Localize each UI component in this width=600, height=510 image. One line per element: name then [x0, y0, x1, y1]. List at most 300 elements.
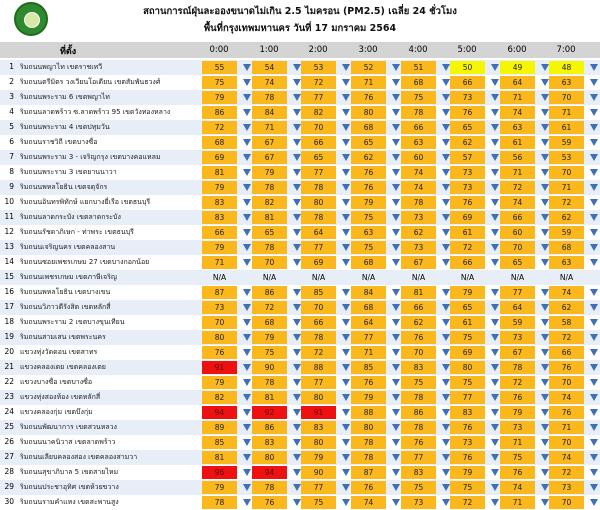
- trend-down-arrow-icon: [342, 334, 350, 341]
- trend-down-arrow-icon: [293, 214, 301, 221]
- pm25-value-cell: 65: [500, 256, 535, 269]
- pm25-value-cell: 75: [351, 211, 386, 224]
- pm25-value-cell: 74: [252, 76, 287, 89]
- trend-down-arrow-icon: [442, 94, 450, 101]
- pm25-value-cell: 59: [549, 226, 584, 239]
- trend-down-arrow-icon: [541, 259, 549, 266]
- time-header: 1:00: [259, 45, 279, 55]
- pm25-value-cell: 59: [549, 136, 584, 149]
- trend-down-arrow-icon: [442, 454, 450, 461]
- trend-down-arrow-icon: [590, 184, 598, 191]
- trend-down-arrow-icon: [491, 214, 499, 221]
- pm25-value-cell: 75: [450, 376, 485, 389]
- pm25-value-cell: 79: [500, 406, 535, 419]
- trend-down-arrow-icon: [243, 334, 251, 341]
- row-number: 8: [9, 167, 14, 176]
- pm25-value-cell: 81: [202, 451, 237, 464]
- table-row: [0, 225, 600, 240]
- pm25-value-cell: 78: [351, 451, 386, 464]
- trend-down-arrow-icon: [342, 139, 350, 146]
- trend-down-arrow-icon: [590, 334, 598, 341]
- trend-down-arrow-icon: [392, 154, 400, 161]
- trend-down-arrow-icon: [342, 229, 350, 236]
- trend-down-arrow-icon: [590, 109, 598, 116]
- pm25-value-cell: 82: [301, 106, 336, 119]
- pm25-value-cell: 80: [450, 361, 485, 374]
- trend-down-arrow-icon: [342, 199, 350, 206]
- trend-down-arrow-icon: [243, 454, 251, 461]
- table-row: [0, 435, 600, 450]
- trend-down-arrow-icon: [590, 169, 598, 176]
- pm25-value-cell: 71: [500, 436, 535, 449]
- pm25-value-cell: 73: [500, 421, 535, 434]
- report-subtitle: พื้นที่กรุงเทพมหานคร วันที่ 17 มกราคม 2564: [203, 23, 397, 34]
- pm25-value-cell: 75: [301, 496, 336, 509]
- pm25-value-cell: 78: [301, 181, 336, 194]
- trend-down-arrow-icon: [541, 199, 549, 206]
- row-number: 12: [4, 227, 14, 236]
- trend-down-arrow-icon: [293, 409, 301, 416]
- row-number: 30: [4, 497, 14, 506]
- pm25-value-cell: 74: [401, 166, 436, 179]
- pm25-value-cell: 76: [252, 496, 287, 509]
- row-number: 1: [9, 62, 14, 71]
- trend-down-arrow-icon: [491, 484, 499, 491]
- trend-down-arrow-icon: [293, 64, 301, 71]
- trend-down-arrow-icon: [541, 229, 549, 236]
- station-name: ริมถนนเจริญนคร เขตคลองสาน: [20, 243, 116, 251]
- trend-down-arrow-icon: [392, 349, 400, 356]
- row-number: 4: [9, 107, 14, 116]
- pm25-value-cell: 58: [549, 316, 584, 329]
- pm25-value-cell: 76: [450, 196, 485, 209]
- station-name: แขวงทุ่งวัดดอน เขตสาทร: [20, 348, 98, 356]
- trend-down-arrow-icon: [293, 139, 301, 146]
- trend-down-arrow-icon: [541, 364, 549, 371]
- pm25-value-cell: 80: [301, 391, 336, 404]
- pm25-value-cell: 76: [450, 421, 485, 434]
- pm25-value-cell: 90: [301, 466, 336, 479]
- row-number: 20: [4, 347, 14, 356]
- pm25-value-cell: 68: [351, 301, 386, 314]
- trend-down-arrow-icon: [590, 319, 598, 326]
- pm25-value-cell: 83: [301, 421, 336, 434]
- trend-down-arrow-icon: [541, 394, 549, 401]
- pm25-value-cell: 87: [202, 286, 237, 299]
- station-name: ริมถนนสามเสน เขตพระนคร: [20, 333, 106, 341]
- trend-down-arrow-icon: [392, 394, 400, 401]
- pm25-value-cell: 82: [202, 391, 237, 404]
- pm25-value-cell: 74: [549, 391, 584, 404]
- pm25-value-cell: 80: [301, 196, 336, 209]
- pm25-value-cell: 94: [252, 466, 287, 479]
- station-name: ริมถนนพระราม 6 เขตพญาไท: [20, 93, 110, 101]
- pm25-value-cell: 77: [301, 241, 336, 254]
- trend-down-arrow-icon: [442, 289, 450, 296]
- pm25-value-cell: 83: [202, 196, 237, 209]
- pm25-value-cell: 76: [351, 376, 386, 389]
- pm25-value-cell: 67: [401, 256, 436, 269]
- trend-down-arrow-icon: [342, 244, 350, 251]
- trend-down-arrow-icon: [491, 79, 499, 86]
- station-name: ริมถนนพญาไท เขตราชเทวี: [20, 63, 103, 71]
- pm25-value-cell: 74: [500, 196, 535, 209]
- row-number: 29: [4, 482, 14, 491]
- table-row: [0, 180, 600, 195]
- trend-down-arrow-icon: [590, 394, 598, 401]
- pm25-value-cell: N/A: [262, 273, 277, 282]
- pm25-value-cell: 70: [549, 166, 584, 179]
- trend-down-arrow-icon: [243, 229, 251, 236]
- pm25-value-cell: 78: [301, 331, 336, 344]
- trend-down-arrow-icon: [491, 94, 499, 101]
- trend-down-arrow-icon: [293, 424, 301, 431]
- table-row: [0, 240, 600, 255]
- pm25-value-cell: 80: [351, 106, 386, 119]
- pm25-value-cell: 66: [401, 121, 436, 134]
- pm25-value-cell: 75: [401, 481, 436, 494]
- pm25-value-cell: 59: [500, 316, 535, 329]
- trend-down-arrow-icon: [293, 499, 301, 506]
- trend-down-arrow-icon: [392, 319, 400, 326]
- pm25-value-cell: 77: [301, 481, 336, 494]
- pm25-value-cell: 64: [301, 226, 336, 239]
- pm25-value-cell: 76: [351, 166, 386, 179]
- pm25-value-cell: 94: [202, 406, 237, 419]
- trend-down-arrow-icon: [491, 394, 499, 401]
- pm25-value-cell: 78: [252, 241, 287, 254]
- pm25-value-cell: 76: [351, 91, 386, 104]
- trend-down-arrow-icon: [442, 229, 450, 236]
- trend-down-arrow-icon: [392, 379, 400, 386]
- row-number: 25: [4, 422, 14, 431]
- pm25-value-cell: 80: [351, 421, 386, 434]
- row-number: 9: [9, 182, 14, 191]
- pm25-value-cell: 79: [450, 466, 485, 479]
- trend-down-arrow-icon: [491, 499, 499, 506]
- trend-down-arrow-icon: [293, 154, 301, 161]
- pm25-value-cell: 55: [202, 61, 237, 74]
- trend-down-arrow-icon: [392, 94, 400, 101]
- pm25-value-cell: 72: [549, 331, 584, 344]
- trend-down-arrow-icon: [293, 109, 301, 116]
- trend-down-arrow-icon: [243, 469, 251, 476]
- trend-down-arrow-icon: [243, 94, 251, 101]
- trend-down-arrow-icon: [442, 484, 450, 491]
- trend-down-arrow-icon: [392, 499, 400, 506]
- pm25-value-cell: 71: [252, 121, 287, 134]
- trend-down-arrow-icon: [541, 214, 549, 221]
- trend-down-arrow-icon: [243, 484, 251, 491]
- trend-down-arrow-icon: [541, 244, 549, 251]
- station-name: ริมถนนรามคำแหง เขตสะพานสูง: [20, 498, 119, 506]
- pm25-value-cell: 83: [401, 361, 436, 374]
- trend-down-arrow-icon: [342, 64, 350, 71]
- trend-down-arrow-icon: [342, 394, 350, 401]
- pm25-value-cell: N/A: [361, 273, 376, 282]
- trend-down-arrow-icon: [342, 259, 350, 266]
- row-number: 16: [4, 287, 14, 296]
- trend-down-arrow-icon: [491, 154, 499, 161]
- trend-down-arrow-icon: [342, 184, 350, 191]
- trend-down-arrow-icon: [392, 304, 400, 311]
- pm25-value-cell: 84: [351, 286, 386, 299]
- pm25-value-cell: 78: [252, 481, 287, 494]
- pm25-value-cell: 76: [549, 361, 584, 374]
- pm25-value-cell: 77: [401, 451, 436, 464]
- pm25-value-cell: N/A: [411, 273, 426, 282]
- trend-down-arrow-icon: [243, 214, 251, 221]
- pm25-value-cell: 66: [301, 136, 336, 149]
- trend-down-arrow-icon: [293, 94, 301, 101]
- trend-down-arrow-icon: [293, 244, 301, 251]
- pm25-value-cell: 71: [500, 91, 535, 104]
- trend-down-arrow-icon: [491, 184, 499, 191]
- pm25-value-cell: 77: [450, 391, 485, 404]
- station-name: ริมถนนประชาอุทิศ เขตห้วยขวาง: [20, 483, 119, 491]
- pm25-value-cell: 71: [351, 346, 386, 359]
- trend-down-arrow-icon: [491, 454, 499, 461]
- pm25-value-cell: 70: [301, 121, 336, 134]
- row-number: 7: [9, 152, 14, 161]
- trend-down-arrow-icon: [442, 214, 450, 221]
- station-name: ริมถนนพระราม 3 - เจริญกรุง เขตบางคอแหลม: [20, 153, 161, 161]
- pm25-value-cell: 74: [500, 106, 535, 119]
- trend-down-arrow-icon: [342, 409, 350, 416]
- pm25-value-cell: 52: [351, 61, 386, 74]
- trend-down-arrow-icon: [342, 424, 350, 431]
- pm25-value-cell: 68: [202, 136, 237, 149]
- trend-down-arrow-icon: [541, 454, 549, 461]
- trend-down-arrow-icon: [442, 364, 450, 371]
- table-row: [0, 420, 600, 435]
- pm25-value-cell: 87: [351, 466, 386, 479]
- trend-down-arrow-icon: [243, 424, 251, 431]
- pm25-value-cell: 78: [401, 196, 436, 209]
- pm25-value-cell: 53: [549, 151, 584, 164]
- pm25-value-cell: 78: [500, 361, 535, 374]
- pm25-value-cell: 48: [549, 61, 584, 74]
- pm25-value-cell: 72: [500, 376, 535, 389]
- trend-down-arrow-icon: [442, 154, 450, 161]
- pm25-value-cell: 70: [500, 241, 535, 254]
- pm25-value-cell: 68: [401, 76, 436, 89]
- pm25-value-cell: 50: [450, 61, 485, 74]
- pm25-value-cell: 72: [500, 181, 535, 194]
- station-name: แขวงคลองกุ่ม เขตบึงกุ่ม: [20, 408, 93, 416]
- pm25-value-cell: 79: [351, 196, 386, 209]
- trend-down-arrow-icon: [392, 439, 400, 446]
- station-name: ริมถนนซอยเพชรเกษม 27 เขตบางกอกน้อย: [20, 258, 150, 266]
- pm25-value-cell: 85: [202, 436, 237, 449]
- trend-down-arrow-icon: [243, 394, 251, 401]
- trend-down-arrow-icon: [442, 304, 450, 311]
- pm25-value-cell: 68: [549, 241, 584, 254]
- pm25-value-cell: 72: [252, 301, 287, 314]
- table-row: [0, 360, 600, 375]
- pm25-value-cell: 88: [351, 406, 386, 419]
- table-row: [0, 60, 600, 75]
- trend-down-arrow-icon: [541, 424, 549, 431]
- trend-down-arrow-icon: [392, 169, 400, 176]
- pm25-value-cell: 71: [500, 166, 535, 179]
- trend-down-arrow-icon: [541, 349, 549, 356]
- trend-down-arrow-icon: [342, 79, 350, 86]
- trend-down-arrow-icon: [590, 454, 598, 461]
- pm25-value-cell: 83: [202, 211, 237, 224]
- pm25-value-cell: 76: [549, 406, 584, 419]
- trend-down-arrow-icon: [243, 139, 251, 146]
- table-row: [0, 150, 600, 165]
- trend-down-arrow-icon: [491, 229, 499, 236]
- table-row: [0, 330, 600, 345]
- table-row: [0, 195, 600, 210]
- row-number: 13: [4, 242, 14, 251]
- trend-down-arrow-icon: [293, 454, 301, 461]
- pm25-value-cell: 76: [351, 481, 386, 494]
- trend-down-arrow-icon: [442, 244, 450, 251]
- trend-down-arrow-icon: [541, 94, 549, 101]
- pm25-value-cell: 64: [500, 301, 535, 314]
- station-name: ริมถนนวิภาวดีรังสิต เขตหลักสี่: [20, 303, 111, 311]
- pm25-value-cell: 69: [301, 256, 336, 269]
- table-row: [0, 270, 600, 285]
- table-row: [0, 255, 600, 270]
- trend-down-arrow-icon: [243, 409, 251, 416]
- station-name: ริมถนนพหลโยธิน เขตบางเขน: [20, 288, 111, 296]
- pm25-value-cell: 73: [500, 331, 535, 344]
- trend-down-arrow-icon: [590, 229, 598, 236]
- trend-down-arrow-icon: [491, 139, 499, 146]
- trend-down-arrow-icon: [491, 124, 499, 131]
- pm25-value-cell: 63: [401, 136, 436, 149]
- trend-down-arrow-icon: [243, 199, 251, 206]
- trend-down-arrow-icon: [442, 349, 450, 356]
- trend-down-arrow-icon: [392, 64, 400, 71]
- trend-down-arrow-icon: [293, 184, 301, 191]
- trend-down-arrow-icon: [590, 199, 598, 206]
- pm25-value-cell: 83: [450, 406, 485, 419]
- pm25-value-cell: 69: [202, 151, 237, 164]
- pm25-value-cell: 76: [351, 181, 386, 194]
- pm25-value-cell: 66: [202, 226, 237, 239]
- row-number: 10: [4, 197, 14, 206]
- pm25-value-cell: 68: [351, 256, 386, 269]
- trend-down-arrow-icon: [392, 199, 400, 206]
- trend-down-arrow-icon: [491, 109, 499, 116]
- pm25-value-cell: 76: [450, 106, 485, 119]
- time-header: 5:00: [457, 45, 477, 55]
- pm25-value-cell: 65: [450, 301, 485, 314]
- trend-down-arrow-icon: [541, 499, 549, 506]
- trend-down-arrow-icon: [541, 469, 549, 476]
- row-number: 28: [4, 467, 14, 476]
- trend-down-arrow-icon: [541, 289, 549, 296]
- pm25-value-cell: 70: [549, 496, 584, 509]
- trend-down-arrow-icon: [293, 364, 301, 371]
- table-row: [0, 375, 600, 390]
- report-title: สถานการณ์ฝุ่นละอองขนาดไม่เกิน 2.5 ไมครอน (PM2.5) เฉลี่ย 24 ชั่วโมง: [143, 6, 457, 17]
- pm25-value-cell: 77: [301, 376, 336, 389]
- trend-down-arrow-icon: [491, 424, 499, 431]
- table-row: [0, 450, 600, 465]
- trend-down-arrow-icon: [392, 184, 400, 191]
- pm25-value-cell: 66: [301, 316, 336, 329]
- pm25-value-cell: 73: [450, 436, 485, 449]
- station-name: ริมถนนนาคนิวาส เขตลาดพร้าว: [20, 438, 116, 446]
- pm25-value-cell: 96: [202, 466, 237, 479]
- table-row: [0, 390, 600, 405]
- pm25-value-cell: 62: [450, 136, 485, 149]
- trend-down-arrow-icon: [293, 259, 301, 266]
- pm25-value-cell: 86: [252, 286, 287, 299]
- table-row: [0, 135, 600, 150]
- trend-down-arrow-icon: [293, 79, 301, 86]
- trend-down-arrow-icon: [590, 364, 598, 371]
- table-row: [0, 300, 600, 315]
- pm25-value-cell: 77: [301, 166, 336, 179]
- trend-down-arrow-icon: [442, 169, 450, 176]
- pm25-value-cell: 73: [450, 166, 485, 179]
- row-number: 14: [4, 257, 14, 266]
- trend-down-arrow-icon: [442, 199, 450, 206]
- trend-down-arrow-icon: [491, 379, 499, 386]
- pm25-value-cell: 85: [301, 286, 336, 299]
- pm25-value-cell: 79: [202, 481, 237, 494]
- trend-down-arrow-icon: [293, 319, 301, 326]
- pm25-value-cell: 86: [202, 106, 237, 119]
- trend-down-arrow-icon: [342, 439, 350, 446]
- station-name: ริมถนนเลียบคลองสอง เขตคลองสามวา: [20, 453, 138, 461]
- trend-down-arrow-icon: [243, 109, 251, 116]
- pm25-value-cell: 72: [450, 241, 485, 254]
- pm25-value-cell: 75: [500, 451, 535, 464]
- trend-down-arrow-icon: [342, 94, 350, 101]
- trend-down-arrow-icon: [293, 469, 301, 476]
- trend-down-arrow-icon: [541, 109, 549, 116]
- pm25-value-cell: 84: [252, 106, 287, 119]
- pm25-value-cell: 71: [500, 496, 535, 509]
- trend-down-arrow-icon: [590, 484, 598, 491]
- row-number: 5: [9, 122, 14, 131]
- trend-down-arrow-icon: [392, 424, 400, 431]
- pm25-value-cell: 78: [252, 376, 287, 389]
- trend-down-arrow-icon: [293, 394, 301, 401]
- trend-down-arrow-icon: [243, 184, 251, 191]
- trend-down-arrow-icon: [590, 439, 598, 446]
- pm25-value-cell: 92: [252, 406, 287, 419]
- pm25-value-cell: 63: [549, 76, 584, 89]
- pm25-value-cell: 83: [401, 466, 436, 479]
- pm25-value-cell: 70: [549, 376, 584, 389]
- trend-down-arrow-icon: [342, 289, 350, 296]
- pm25-value-cell: 76: [450, 451, 485, 464]
- pm25-value-cell: 65: [351, 136, 386, 149]
- trend-down-arrow-icon: [243, 439, 251, 446]
- trend-down-arrow-icon: [392, 454, 400, 461]
- pm25-value-cell: 66: [500, 211, 535, 224]
- pm25-value-cell: 67: [252, 136, 287, 149]
- pm25-value-cell: 64: [500, 76, 535, 89]
- pm25-value-cell: 62: [351, 151, 386, 164]
- trend-down-arrow-icon: [392, 214, 400, 221]
- trend-down-arrow-icon: [541, 439, 549, 446]
- trend-down-arrow-icon: [491, 439, 499, 446]
- trend-down-arrow-icon: [541, 139, 549, 146]
- row-number: 2: [9, 77, 14, 86]
- trend-down-arrow-icon: [243, 259, 251, 266]
- pm25-value-cell: 72: [549, 196, 584, 209]
